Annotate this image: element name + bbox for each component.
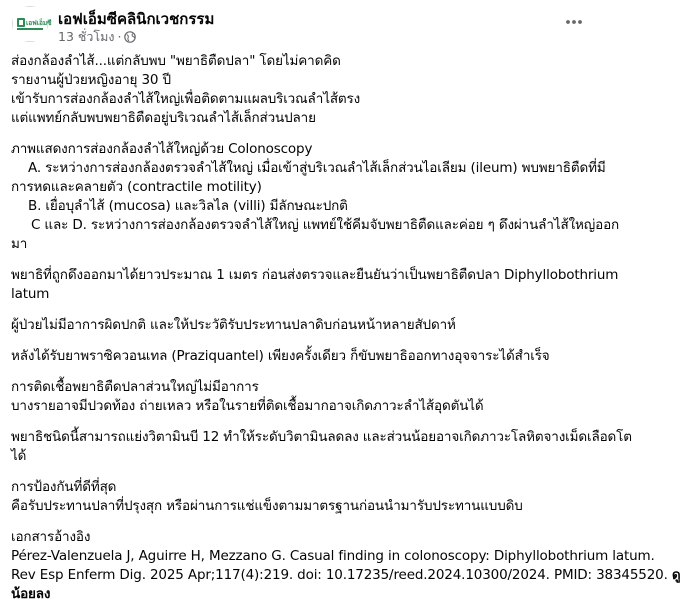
post-line: คือรับประทานปลาที่ปรุงสุก หรือผ่านการแช่แข็งตามมาตรฐานก่อนนำมารับประทานแบบดิบ xyxy=(11,498,523,514)
reference-line: Pérez-Valenzuela J, Aguirre H, Mezzano G. Casual finding in colonoscopy: Diphyllobothrium latum. xyxy=(11,548,655,564)
post-line: หลังได้รับยาพราซิควอนเทล (Praziquantel) เพียงครั้งเดียว ก็ขับพยาธิออกทางอุจจาระได้สำเร็จ xyxy=(11,348,550,364)
see-less-link[interactable]: น้อยลง xyxy=(11,586,51,602)
post-line: พยาธิชนิดนี้สามารถแย่งวิตามินบี 12 ทำให้ระดับวิตามินลดลง และส่วนน้อยอาจเกิดภาวะโลหิตจางเม็ดเลือดโต xyxy=(11,429,632,445)
meta-separator: · xyxy=(117,29,122,44)
post-body xyxy=(11,52,680,604)
caption-item-cd: C และ D. ระหว่างการส่องกล้องตรวจลำไส้ใหญ่ แพทย์ใช้คีมจับพยาธิตืดและค่อย ๆ ดึงผ่านลำไส้ใหญ่ออก xyxy=(31,217,620,233)
page-avatar[interactable] xyxy=(12,6,52,42)
reference-line xyxy=(11,566,680,585)
caption-item-a-cont: การหดและคลายตัว (contractile motility) xyxy=(11,179,262,195)
reference-text: Rev Esp Enferm Dig. 2025 Apr;117(4):219. doi: 10.17235/reed.2024.10300/2024. PMID: 38345520. xyxy=(11,567,672,583)
see-less-line xyxy=(11,585,593,604)
post-line: บางรายอาจมีปวดท้อง ถ่ายเหลว หรือในรายที่ติดเชื้อมากอาจเกิดภาวะลำไส้อุดตันได้ xyxy=(11,398,484,414)
post-line: การติดเชื้อพยาธิตืดปลาส่วนใหญ่ไม่มีอาการ xyxy=(11,379,259,395)
post-line: ผู้ป่วยไม่มีอาการผิดปกติ และให้ประวัติรับประทานปลาดิบก่อนหน้าหลายสัปดาห์ xyxy=(11,317,456,333)
more-options-icon[interactable] xyxy=(562,10,586,34)
figure-caption-title: ภาพแสดงการส่องกล้องลำไส้ใหญ่ด้วย Colonoscopy xyxy=(11,141,313,157)
post-line: พยาธิที่ถูกดึงออกมาได้ยาวประมาณ 1 เมตร ก่อนส่งตรวจและยืนยันว่าเป็นพยาธิตืดปลา Diphyllobothrium xyxy=(11,267,619,283)
post-line: รายงานผู้ป่วยหญิงอายุ 30 ปี xyxy=(11,72,171,88)
post-timestamp[interactable]: 13 ชั่วโมง xyxy=(58,29,115,44)
post-line: เข้ารับการส่องกล้องลำไส้ใหญ่เพื่อติดตามแผลบริเวณลำไส้ตรง xyxy=(11,91,361,107)
post-line: การป้องกันที่ดีที่สุด xyxy=(11,479,117,495)
see-less-link-start[interactable]: ดู xyxy=(671,567,680,583)
caption-item-a: A. ระหว่างการส่องกล้องตรวจลำไส้ใหญ่ เมื่อเข้าสู่บริเวณลำไส้เล็กส่วนไอเลียม (ileum) พบพยาธิตืดที่มี xyxy=(28,160,606,176)
globe-icon xyxy=(124,31,136,46)
post-meta xyxy=(58,27,136,47)
post-line: แต่แพทย์กลับพบพยาธิตืดอยู่บริเวณลำไส้เล็กส่วนปลาย xyxy=(11,110,316,126)
reference-title: เอกสารอ้างอิง xyxy=(11,529,91,545)
clinic-logo-icon xyxy=(13,7,52,41)
page-name-link[interactable]: เอฟเอ็มซีคลินิกเวชกรรม xyxy=(58,10,215,28)
avatar-logo-text: เอฟเอ็มซี xyxy=(26,19,52,27)
caption-item-cd-cont: มา xyxy=(11,236,28,252)
post-header xyxy=(12,6,588,44)
post-line: ได้ xyxy=(11,448,27,464)
caption-item-b: B. เยื่อบุลำไส้ (mucosa) และวิลไล (villi) มีลักษณะปกติ xyxy=(28,198,348,214)
post-line: ส่องกล้องลำไส้...แต่กลับพบ "พยาธิตืดปลา" โดยไม่คาดคิด xyxy=(11,53,341,69)
post-line: latum xyxy=(11,286,50,302)
